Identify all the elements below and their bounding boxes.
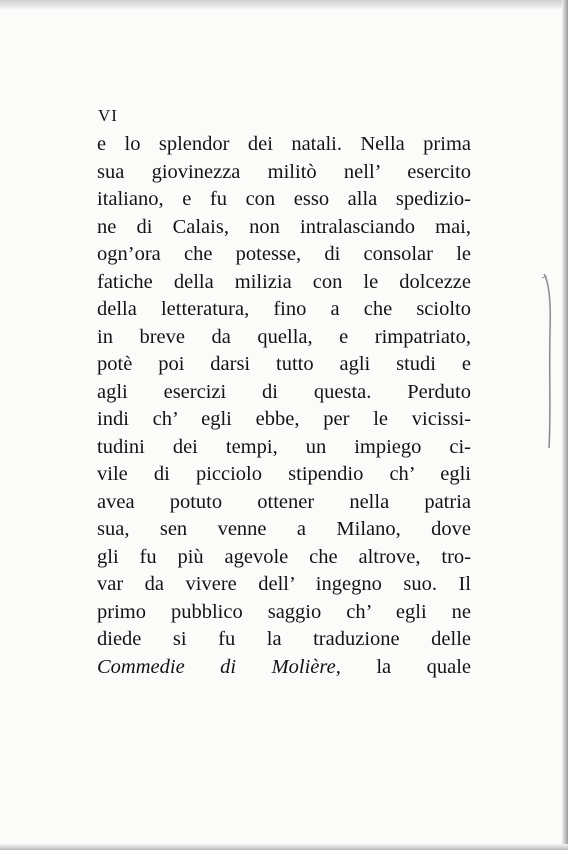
text-line: e lo splendor dei natali. Nella prima — [97, 133, 471, 155]
page-bottom-edge-shadow — [0, 844, 568, 850]
text-line: ogn’ora che potesse, di consolar le — [97, 243, 471, 265]
work-title: Commedie di Molière — [97, 655, 336, 678]
text-line: indi ch’ egli ebbe, per le vicissi- — [97, 408, 471, 430]
text-line-remainder: , la quale — [335, 655, 471, 678]
text-line: diede si fu la traduzione delle — [97, 628, 471, 650]
text-line: sua giovinezza militò nell’ esercito — [97, 160, 471, 183]
page-number: VI — [98, 106, 118, 125]
bleed-through-mark-icon — [540, 272, 554, 450]
text-line: sua, sen venne a Milano, dove — [97, 518, 471, 540]
text-line: tudini dei tempi, un impiego ci- — [97, 435, 471, 458]
text-line: in breve da quella, e rimpatriato, — [97, 325, 471, 348]
text-line: ne di Calais, non intralasciando mai, — [97, 215, 471, 238]
text-line: avea potuto ottener nella patria — [97, 490, 471, 513]
text-line: della letteratura, fino a che sciolto — [97, 298, 471, 320]
text-line: gli fu più agevole che altrove, tro- — [97, 545, 471, 568]
text-line: vile di picciolo stipendio ch’ egli — [97, 463, 471, 485]
text-line: agli esercizi di questa. Perduto — [97, 380, 471, 403]
text-line-last — [97, 654, 471, 682]
text-line: potè poi darsi tutto agli studi e — [97, 353, 471, 375]
body-text — [97, 131, 471, 681]
text-line: fatiche della milizia con le dolcezze — [97, 270, 471, 293]
text-line: italiano, e fu con esso alla spedizio- — [97, 188, 471, 210]
page-top-edge-shadow — [0, 0, 568, 9]
page-right-edge-shadow — [562, 0, 568, 850]
text-line: var da vivere dell’ ingegno suo. Il — [97, 573, 471, 595]
text-line: primo pubblico saggio ch’ egli ne — [97, 600, 471, 623]
